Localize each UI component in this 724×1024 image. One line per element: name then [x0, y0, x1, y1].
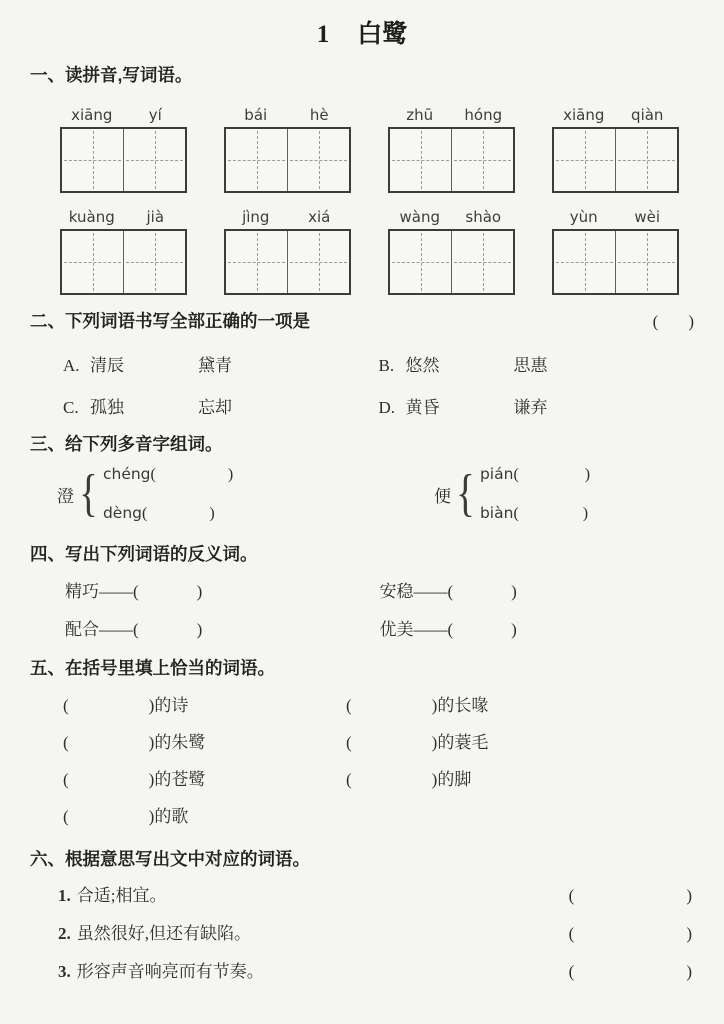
- close-paren: ): [431, 696, 438, 715]
- pinyin-label: hè: [309, 106, 329, 124]
- option-letter: D.: [378, 398, 396, 417]
- close-paren: ): [688, 312, 694, 331]
- definition-text: [58, 960, 264, 984]
- fill-item: [346, 768, 471, 792]
- writing-cell: [62, 231, 123, 293]
- section6-header: 六、根据意思写出文中对应的词语。: [30, 849, 310, 869]
- reading-pinyin: pián: [479, 465, 514, 483]
- pinyin-label: jià: [146, 208, 165, 226]
- fill-item: [63, 768, 346, 792]
- reading-line: [480, 503, 590, 524]
- fill-suffix: 的朱鹭: [154, 733, 206, 752]
- close-paren: ): [196, 582, 203, 601]
- fill-suffix: 的诗: [154, 696, 189, 715]
- page-title: [30, 18, 694, 51]
- writing-cell: [390, 231, 451, 293]
- close-paren: ): [148, 733, 155, 752]
- fill-row-2: [63, 731, 694, 755]
- antonym-item: [380, 580, 695, 604]
- polyphone-char: 便: [434, 486, 451, 506]
- close-paren: ): [511, 620, 517, 639]
- option-d: [379, 396, 695, 420]
- reading-pinyin: dèng: [102, 504, 143, 522]
- polyphone-group-cheng: [57, 464, 434, 524]
- pinyin-grid-row-1: [60, 105, 694, 193]
- reading-line: [103, 503, 233, 524]
- close-paren: ): [148, 770, 155, 789]
- pinyin-label: wèi: [634, 208, 661, 226]
- pinyin-label: shào: [465, 208, 502, 226]
- open-paren: (: [568, 962, 575, 981]
- pinyin-label: qiàn: [631, 106, 664, 124]
- antonym-item: [380, 618, 695, 642]
- open-paren: (: [513, 466, 519, 483]
- wordgroup: [552, 105, 679, 193]
- fill-item: [346, 694, 488, 718]
- writing-grid: [60, 127, 187, 193]
- fill-suffix: 的长喙: [437, 696, 489, 715]
- option-word: 忘却: [198, 398, 232, 417]
- close-paren: ): [148, 696, 155, 715]
- option-word: 清辰: [90, 356, 124, 375]
- fill-suffix: 的歌: [154, 807, 189, 826]
- close-paren: ): [686, 886, 692, 905]
- writing-grid: [388, 127, 515, 193]
- section2-header: [30, 309, 310, 333]
- writing-cell: [226, 231, 287, 293]
- brace-glyph: {: [456, 465, 475, 522]
- writing-cell: [451, 129, 513, 191]
- option-a: [63, 354, 379, 378]
- section2-header-suffix: 的一项是: [240, 311, 310, 331]
- writing-grid: [60, 229, 187, 295]
- fill-item: [63, 805, 346, 829]
- pinyin-label: yùn: [569, 208, 598, 226]
- close-paren: ): [227, 466, 234, 483]
- item-text: 合适;相宜。: [76, 886, 167, 905]
- option-word: 黄昏: [405, 398, 440, 417]
- item-number: 2.: [58, 924, 71, 943]
- fill-row-3: [63, 768, 694, 792]
- open-paren: (: [513, 505, 519, 522]
- reading-pinyin: chéng: [102, 465, 151, 483]
- close-paren: ): [686, 962, 692, 981]
- fill-row-1: [63, 694, 694, 718]
- close-paren: ): [196, 620, 203, 639]
- pinyin-label: hóng: [464, 106, 503, 124]
- pinyin-label: zhū: [406, 106, 434, 124]
- open-paren: (: [150, 466, 156, 483]
- writing-cell: [226, 129, 287, 191]
- close-paren: ): [431, 733, 438, 752]
- pinyin-label: kuàng: [68, 208, 115, 226]
- pinyin-label: jìng: [242, 208, 270, 226]
- option-b: [379, 354, 695, 378]
- polyphone-row: [57, 464, 694, 524]
- writing-cell: [123, 129, 185, 191]
- item-text: 形容声音响亮而有节奏。: [76, 962, 264, 981]
- writing-cell: [287, 129, 349, 191]
- writing-grid: [224, 229, 351, 295]
- option-word: 思惠: [513, 356, 548, 375]
- dash-open: ——(: [99, 620, 139, 639]
- open-paren: (: [346, 696, 352, 715]
- antonym-word: 精巧: [65, 582, 99, 601]
- wordgroup: [60, 207, 187, 295]
- open-paren: (: [63, 807, 69, 826]
- definition-text: [58, 884, 166, 908]
- section2-header-prefix: 二、下列词语书写全部: [30, 311, 205, 331]
- section1-header: 一、读拼音,写词语。: [30, 65, 193, 85]
- item-text: 虽然很好,但还有缺陷。: [76, 924, 251, 943]
- option-word: 悠然: [405, 356, 440, 375]
- item-number: 1.: [58, 886, 71, 905]
- close-paren: ): [686, 924, 692, 943]
- pinyin-label: xiāng: [71, 106, 113, 124]
- option-letter: B.: [378, 356, 395, 375]
- open-paren: (: [63, 696, 69, 715]
- writing-cell: [615, 129, 677, 191]
- wordgroup: [224, 105, 351, 193]
- fill-item: [63, 694, 346, 718]
- fill-row-4: [63, 805, 694, 829]
- lesson-title: 白鹭: [357, 20, 408, 48]
- option-word: 黛青: [198, 356, 232, 375]
- antonym-row-1: [65, 580, 694, 604]
- writing-cell: [615, 231, 677, 293]
- close-paren: ): [511, 582, 517, 601]
- dash-open: ——(: [413, 620, 454, 639]
- antonym-word: 安稳: [379, 582, 414, 601]
- dash-open: ——(: [99, 582, 139, 601]
- antonym-item: [65, 580, 380, 604]
- writing-cell: [123, 231, 185, 293]
- answer-bracket: [569, 884, 692, 908]
- open-paren: (: [346, 733, 352, 752]
- section2-header-row: [30, 309, 694, 334]
- close-paren: ): [148, 807, 155, 826]
- option-letter: A.: [63, 356, 80, 375]
- reading-pinyin: biàn: [479, 504, 514, 522]
- open-paren: (: [346, 770, 352, 789]
- fill-item: [63, 731, 346, 755]
- wordgroup: [388, 105, 515, 193]
- open-paren: (: [142, 505, 148, 522]
- close-paren: ): [209, 505, 215, 522]
- wordgroup: [552, 207, 679, 295]
- pinyin-label: wàng: [399, 208, 440, 226]
- antonym-word: 优美: [379, 620, 414, 639]
- fill-suffix: 的苍鹭: [154, 770, 206, 789]
- item-number: 3.: [58, 962, 71, 981]
- definition-text: [58, 922, 251, 946]
- section3-header: 三、给下列多音字组词。: [30, 434, 223, 454]
- antonym-item: [65, 618, 380, 642]
- writing-cell: [62, 129, 123, 191]
- writing-cell: [554, 231, 615, 293]
- pinyin-label: xiāng: [563, 106, 605, 124]
- option-c: [63, 396, 379, 420]
- section4-header: 四、写出下列词语的反义词。: [30, 544, 258, 564]
- options-row-2: [63, 396, 694, 420]
- close-paren: ): [582, 505, 589, 522]
- writing-cell: [390, 129, 451, 191]
- definition-item-1: [58, 884, 692, 908]
- writing-grid: [552, 229, 679, 295]
- section5-header: 五、在括号里填上恰当的词语。: [30, 658, 275, 678]
- close-paren: ): [584, 466, 591, 483]
- polyphone-char: 澄: [57, 486, 74, 506]
- writing-cell: [287, 231, 349, 293]
- option-word: 谦弃: [513, 398, 548, 417]
- answer-bracket: [569, 922, 692, 946]
- close-paren: ): [431, 770, 438, 789]
- wordgroup: [224, 207, 351, 295]
- writing-grid: [552, 127, 679, 193]
- reading-line: [480, 464, 590, 485]
- fill-suffix: 的蓑毛: [437, 733, 489, 752]
- open-paren: (: [63, 733, 69, 752]
- pinyin-label: xiá: [308, 208, 331, 226]
- open-paren: (: [568, 886, 575, 905]
- section2-header-emphasis: • 正确 •: [205, 311, 240, 331]
- reading-line: [103, 464, 233, 485]
- dash-open: ——(: [413, 582, 454, 601]
- wordgroup: [60, 105, 187, 193]
- writing-grid: [388, 229, 515, 295]
- open-paren: (: [652, 312, 659, 331]
- lesson-number: 1: [316, 21, 330, 48]
- fill-item: [346, 731, 488, 755]
- pinyin-grid-row-2: [60, 207, 694, 295]
- definition-item-3: [58, 960, 692, 984]
- option-word: 孤独: [90, 398, 124, 417]
- wordgroup: [388, 207, 515, 295]
- answer-bracket: [569, 960, 692, 984]
- option-letter: C.: [63, 398, 79, 417]
- open-paren: (: [63, 770, 69, 789]
- antonym-word: 配合: [65, 620, 99, 639]
- answer-bracket: [653, 310, 694, 334]
- writing-grid: [224, 127, 351, 193]
- open-paren: (: [568, 924, 575, 943]
- definition-item-2: [58, 922, 692, 946]
- options-row-1: [63, 354, 694, 378]
- writing-cell: [554, 129, 615, 191]
- antonym-row-2: [65, 618, 694, 642]
- writing-cell: [451, 231, 513, 293]
- brace-glyph: {: [79, 465, 98, 522]
- fill-suffix: 的脚: [437, 770, 472, 789]
- pinyin-label: yí: [148, 106, 162, 124]
- polyphone-group-bian: [434, 464, 590, 524]
- pinyin-label: bái: [244, 106, 268, 124]
